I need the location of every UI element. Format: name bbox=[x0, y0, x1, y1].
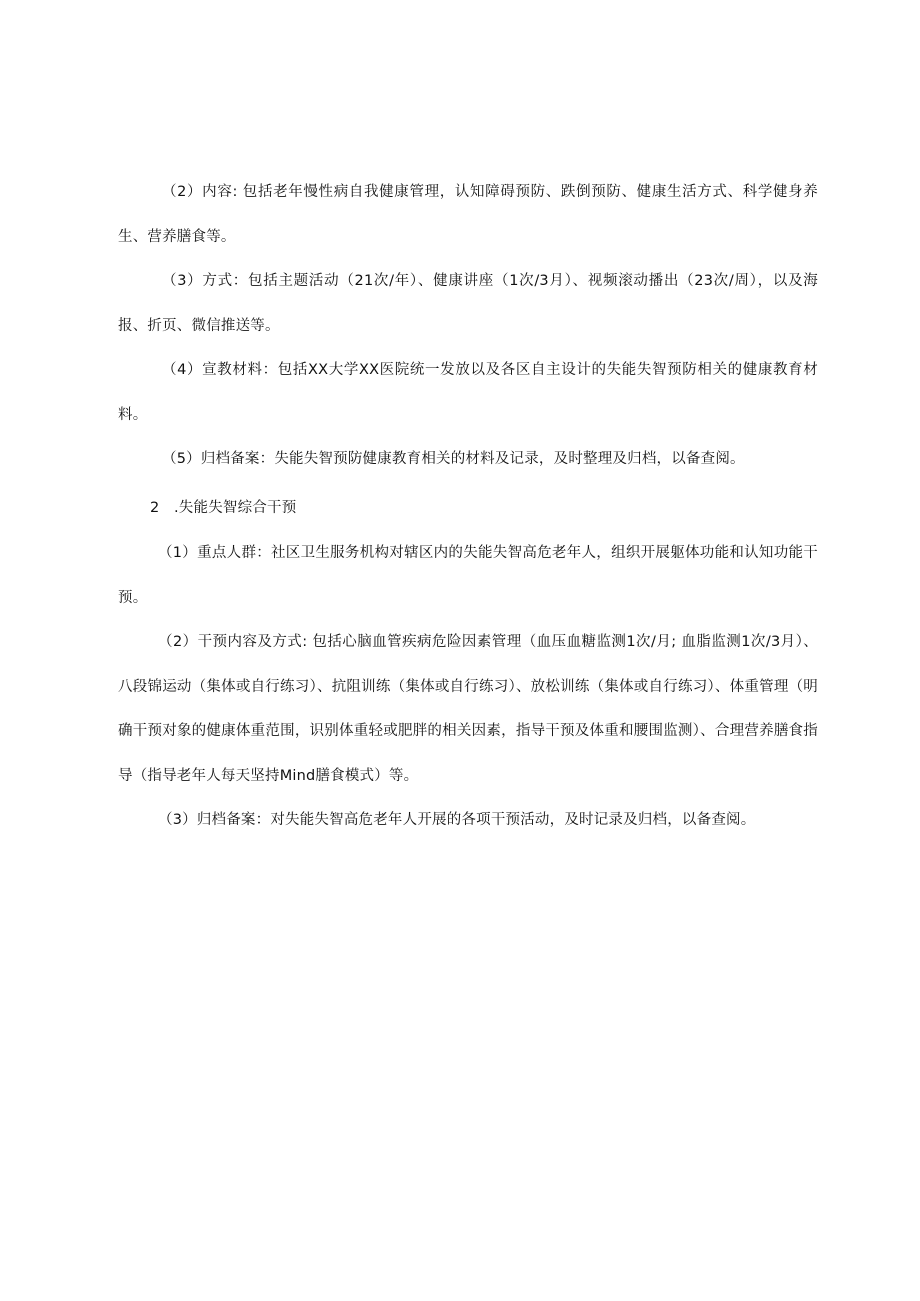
paragraph-intervention-content: （2）干预内容及方式: 包括心脑血管疾病危险因素管理（血压血糖监测1次/月; 血脂监测1次/3月）、八段锦运动（集体或自行练习）、抗阻训练（集体或自行练习）、放松训练（集体或自行练习）、体重管理（明确干预对象的健康体重范围，识别体重轻或肥胖的相关因素，指导干预及体重和腰围监测）、合理营养膳食指导（指导老年人每天坚持Mind膳食模式）等。 bbox=[118, 634, 818, 784]
section-title: .失能失智综合干预 bbox=[174, 500, 297, 516]
paragraph-materials: （4）宣教材料：包括XX大学XX医院统一发放以及各区自主设计的失能失智预防相关的健康教育材料。 bbox=[118, 362, 818, 423]
paragraph-intervention-archiving: （3）归档备案：对失能失智高危老年人开展的各项干预活动，及时记录及归档，以备查阅。 bbox=[158, 812, 756, 828]
section-number: 2 bbox=[150, 500, 160, 516]
paragraph-key-population: （1）重点人群：社区卫生服务机构对辖区内的失能失智高危老年人，组织开展躯体功能和认知功能干预。 bbox=[118, 545, 818, 606]
paragraph-content: （2）内容: 包括老年慢性病自我健康管理，认知障碍预防、跌倒预防、健康生活方式、科学健身养生、营养膳食等。 bbox=[118, 184, 818, 245]
paragraph-archiving: （5）归档备案：失能失智预防健康教育相关的材料及记录，及时整理及归档，以备查阅。 bbox=[162, 451, 745, 467]
section-heading bbox=[150, 486, 296, 531]
paragraph-method: （3）方式：包括主题活动（21次/年）、健康讲座（1次/3月）、视频滚动播出（23次/周），以及海报、折页、微信推送等。 bbox=[118, 273, 818, 334]
